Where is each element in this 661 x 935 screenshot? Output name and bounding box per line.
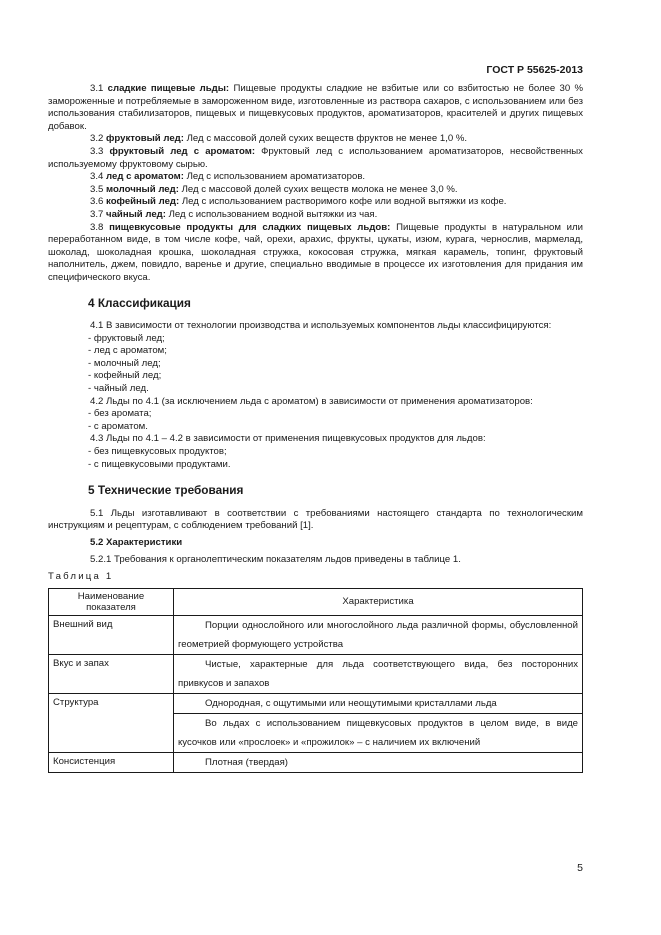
table-cell-name: Структура bbox=[49, 693, 174, 752]
subsection-5-2-heading: 5.2 Характеристики bbox=[90, 537, 183, 548]
table-cell-value: Однородная, с ощутимыми или неощутимыми кристаллами льда bbox=[174, 693, 583, 713]
section-4-heading: 4 Классификация bbox=[88, 295, 191, 310]
list-item: - лед с ароматом; bbox=[88, 345, 167, 357]
definition-3-3: 3.3 фруктовый лед с ароматом: Фруктовый лед с использованием ароматизаторов, несвойственных используемому фруктовому сырью. bbox=[48, 145, 583, 170]
definition-term: чайный лед: bbox=[106, 208, 166, 220]
table-header-row bbox=[49, 588, 583, 615]
table-cell-name: Внешний вид bbox=[49, 615, 174, 654]
table-cell-value: Во льдах с использованием пищевкусовых продуктов в целом виде, в виде кусочков или «прослоек» и «прожилок» – с наличием их включений bbox=[174, 713, 583, 752]
definition-term: кофейный лед: bbox=[106, 196, 180, 208]
table-header-cell: Характеристика bbox=[174, 588, 583, 615]
definition-3-8: 3.8 пищевкусовые продукты для сладких пищевых льдов: Пищевые продукты в натуральном или переработанном виде, в том числе кофе, чай, орехи, арахис, фрукты, цукаты, изюм, курага, чернослив, мармелад, шоколад, шоколадная крошка, шоколадная стружка, кокосовая стружка, мягкая карамель, топинг, фруктовый наполнитель, джем, повидло, варенье и другие, специально вводимые в процессе их изготовления для придания им специфического вкуса. bbox=[48, 221, 583, 283]
list-item: - с пищевкусовыми продуктами. bbox=[88, 458, 231, 470]
list-item: - с ароматом. bbox=[88, 420, 148, 432]
paragraph-4-3: 4.3 Льды по 4.1 – 4.2 в зависимости от применения пищевкусовых продуктов для льдов: bbox=[90, 433, 486, 445]
paragraph-4-2: 4.2 Льды по 4.1 (за исключением льда с ароматом) в зависимости от применения ароматизаторов: bbox=[90, 395, 533, 407]
list-item: - без аромата; bbox=[88, 408, 152, 420]
list-item: - молочный лед; bbox=[88, 357, 161, 369]
list-item: - чайный лед. bbox=[88, 383, 149, 395]
definition-3-7: 3.7 чайный лед: Лед с использованием водной вытяжки из чая. bbox=[90, 208, 378, 220]
table-cell-value: Плотная (твердая) bbox=[174, 752, 583, 772]
table-cell-name: Вкус и запах bbox=[49, 654, 174, 693]
section-5-heading: 5 Технические требования bbox=[88, 483, 244, 498]
organoleptic-table bbox=[48, 588, 583, 773]
table-header-cell: Наименование показателя bbox=[49, 588, 174, 615]
definition-term: лед с ароматом: bbox=[106, 171, 184, 183]
page-number: 5 bbox=[577, 862, 583, 874]
definition-term: фруктовый лед: bbox=[106, 133, 184, 145]
paragraph-5-1: 5.1 Льды изготавливают в соответствии с требованиями настоящего стандарта по технологическим инструкциям и рецептурам, с соблюдением требований [1]. bbox=[48, 507, 583, 532]
table-cell-value: Порции однослойного или многослойного льда различной формы, обусловленной геометрией формующего устройства bbox=[174, 615, 583, 654]
definitions-block bbox=[48, 83, 583, 285]
table-row bbox=[49, 693, 583, 713]
standard-code: ГОСТ Р 55625-2013 bbox=[486, 64, 583, 76]
table-row bbox=[49, 752, 583, 772]
definition-term: пищевкусовые продукты для сладких пищевых льдов: bbox=[109, 221, 391, 233]
definition-3-4: 3.4 лед с ароматом: Лед с использованием ароматизаторов. bbox=[90, 171, 366, 183]
paragraph-5-2-1: 5.2.1 Требования к органолептическим показателям льдов приведены в таблице 1. bbox=[90, 553, 461, 565]
definition-term: сладкие пищевые льды: bbox=[107, 83, 230, 94]
table-cell-name: Консистенция bbox=[49, 752, 174, 772]
table-row bbox=[49, 615, 583, 654]
definition-3-1: 3.1 сладкие пищевые льды: Пищевые продукты сладкие не взбитые или со взбитостью не более 30 % замороженные и потребляемые в замороженном виде, изготовленные из раствора сахаров, с использованием или без использования стабилизаторов, пищевых и пищевкусовых продуктов, ароматизаторов, красителей и других пищевых добавок. bbox=[48, 83, 584, 132]
table-caption: Таблица 1 bbox=[48, 571, 114, 583]
table-cell-value: Чистые, характерные для льда соответствующего вида, без посторонних привкусов и запахов bbox=[174, 654, 583, 693]
list-item: - кофейный лед; bbox=[88, 370, 162, 382]
definition-term: фруктовый лед с ароматом: bbox=[109, 145, 256, 157]
list-item: - без пищевкусовых продуктов; bbox=[88, 446, 227, 458]
paragraph-4-1: 4.1 В зависимости от технологии производства и используемых компонентов льды классифицируются: bbox=[90, 320, 552, 332]
definition-3-5: 3.5 молочный лед: Лед с массовой долей сухих веществ молока не менее 3,0 %. bbox=[90, 183, 458, 195]
list-item: - фруктовый лед; bbox=[88, 332, 165, 344]
definition-3-6: 3.6 кофейный лед: Лед с использованием растворимого кофе или водной вытяжки из кофе. bbox=[90, 196, 507, 208]
definition-term: молочный лед: bbox=[106, 183, 179, 195]
definition-3-2: 3.2 фруктовый лед: Лед с массовой долей сухих веществ фруктов не менее 1,0 %. bbox=[90, 133, 468, 145]
page-content bbox=[48, 83, 583, 773]
table-row bbox=[49, 654, 583, 693]
